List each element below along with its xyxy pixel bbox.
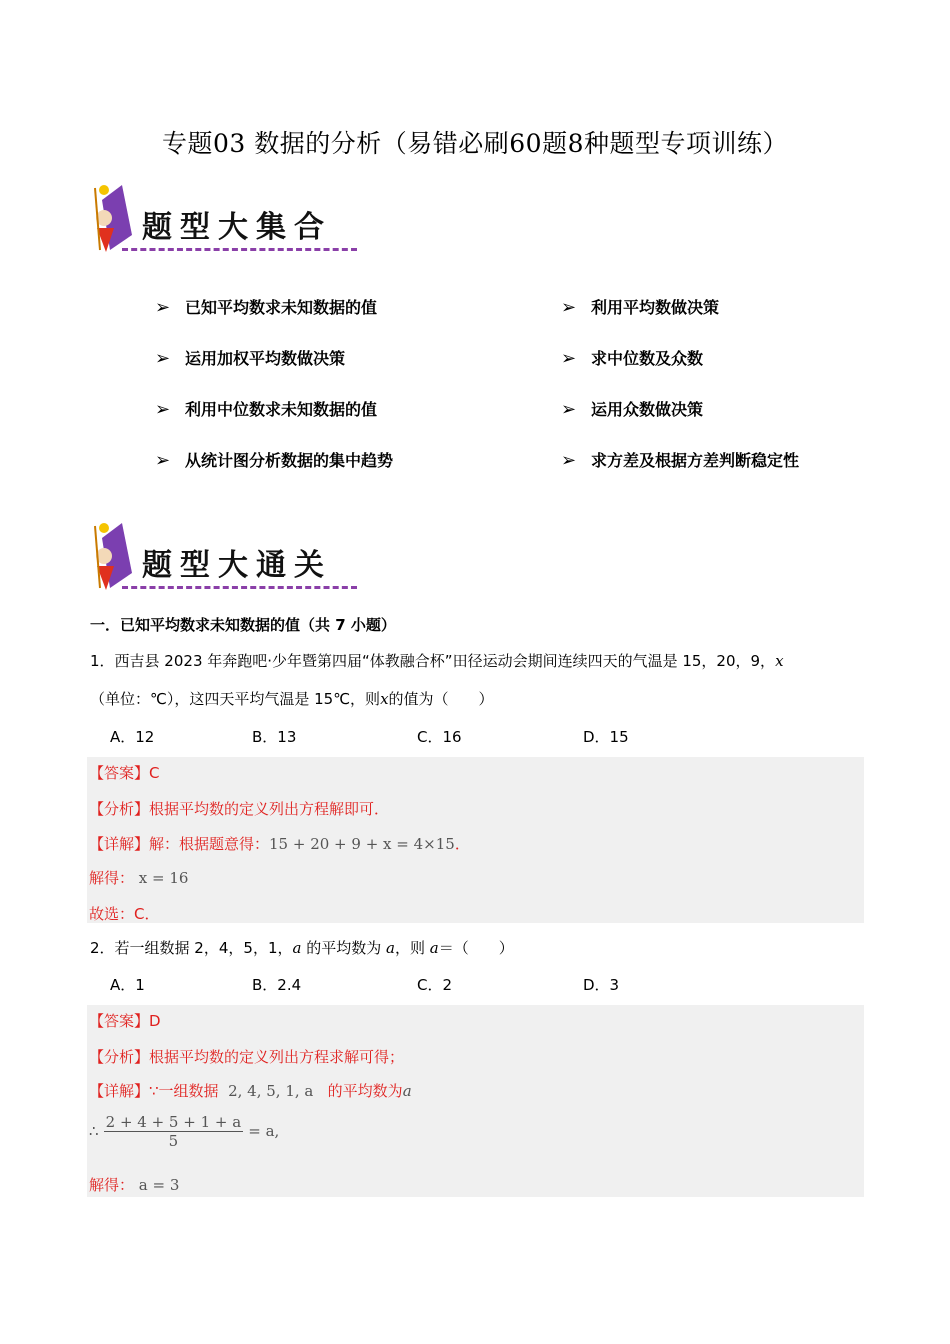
toc-item[interactable]: ➢ 从统计图分析数据的集中趋势 xyxy=(155,450,394,471)
q2-data-set: 2, 4, 5, 1, a xyxy=(228,1082,314,1100)
toc-item[interactable]: ➢ 已知平均数求未知数据的值 xyxy=(155,297,378,318)
q2-option-d[interactable]: D．3 xyxy=(583,976,620,994)
page-title: 专题03 数据的分析（易错必刷60题8种题型专项训练） xyxy=(162,129,788,158)
q1-option-b[interactable]: B．13 xyxy=(252,728,297,746)
q2-detail: 【详解】∵一组数据 2, 4, 5, 1, a 的平均数为a xyxy=(89,1082,412,1100)
toc-item[interactable]: ➢ 求中位数及众数 xyxy=(561,348,704,369)
arrow-right-icon: ➢ xyxy=(155,297,171,318)
q1-solution: x = 16 xyxy=(138,869,189,887)
arrow-right-icon: ➢ xyxy=(561,348,577,369)
arrow-right-icon: ➢ xyxy=(561,297,577,318)
q1-detail-equation: 15 + 20 + 9 + x = 4×15 xyxy=(269,835,455,853)
q2-option-c[interactable]: C．2 xyxy=(417,976,453,994)
q2-analysis: 【分析】根据平均数的定义列出方程求解可得； xyxy=(89,1048,405,1066)
q2-fraction: $\frac{2 + 4 + 5 + 1 + a}{5}$ xyxy=(105,1113,242,1150)
q1-option-d[interactable]: D．15 xyxy=(583,728,629,746)
q1-option-a[interactable]: A．12 xyxy=(110,728,155,746)
arrow-right-icon: ➢ xyxy=(155,348,171,369)
toc-item[interactable]: ➢ 利用平均数做决策 xyxy=(561,297,720,318)
arrow-right-icon: ➢ xyxy=(561,450,577,471)
q1-option-c[interactable]: C．16 xyxy=(417,728,462,746)
toc-item[interactable]: ➢ 运用众数做决策 xyxy=(561,399,704,420)
q2-fraction-equation: ∴ $\frac{2 + 4 + 5 + 1 + a}{5}$ = a, xyxy=(89,1113,280,1150)
q1-detail: 【详解】解：根据题意得：15 + 20 + 9 + x = 4×15． xyxy=(89,835,470,853)
q2-option-b[interactable]: B．2.4 xyxy=(252,976,302,994)
q1-conclusion: 故选：C． xyxy=(89,905,160,923)
banner-divider xyxy=(122,586,357,589)
arrow-right-icon: ➢ xyxy=(561,399,577,420)
toc-item[interactable]: ➢ 利用中位数求未知数据的值 xyxy=(155,399,378,420)
section-heading: 一．已知平均数求未知数据的值（共 7 小题） xyxy=(90,616,396,634)
q1-answer: 【答案】C xyxy=(89,764,160,782)
banner-divider xyxy=(122,248,357,251)
q2-answer-box xyxy=(87,1005,864,1197)
banner-collection-text: 题型大集合 xyxy=(142,210,332,245)
banner-collection xyxy=(92,180,362,265)
q1-analysis: 【分析】根据平均数的定义列出方程解即可． xyxy=(89,800,390,818)
q2-option-a[interactable]: A．1 xyxy=(110,976,145,994)
arrow-right-icon: ➢ xyxy=(155,399,171,420)
q2-solve: 解得： a = 3 xyxy=(89,1176,180,1194)
q1-solve: 解得： x = 16 xyxy=(89,869,189,887)
q2-solution: a = 3 xyxy=(138,1176,180,1194)
toc-item[interactable]: ➢ 求方差及根据方差判断稳定性 xyxy=(561,450,800,471)
q1-answer-box xyxy=(87,757,864,923)
question-2: 2．若一组数据 2，4，5，1，a 的平均数为 a，则 a＝（ ） xyxy=(90,939,514,957)
arrow-right-icon: ➢ xyxy=(155,450,171,471)
toc-item[interactable]: ➢ 运用加权平均数做决策 xyxy=(155,348,346,369)
question-1-line1: 1．西吉县 2023 年奔跑吧·少年暨第四届“体教融合杯”田径运动会期间连续四天的气温是 15，20，9，x xyxy=(90,652,784,670)
question-1-line2: （单位：℃），这四天平均气温是 15℃，则x的值为（ ） xyxy=(90,690,494,708)
q2-answer: 【答案】D xyxy=(89,1012,161,1030)
banner-drill-text: 题型大通关 xyxy=(142,548,332,583)
banner-drill xyxy=(92,518,362,603)
